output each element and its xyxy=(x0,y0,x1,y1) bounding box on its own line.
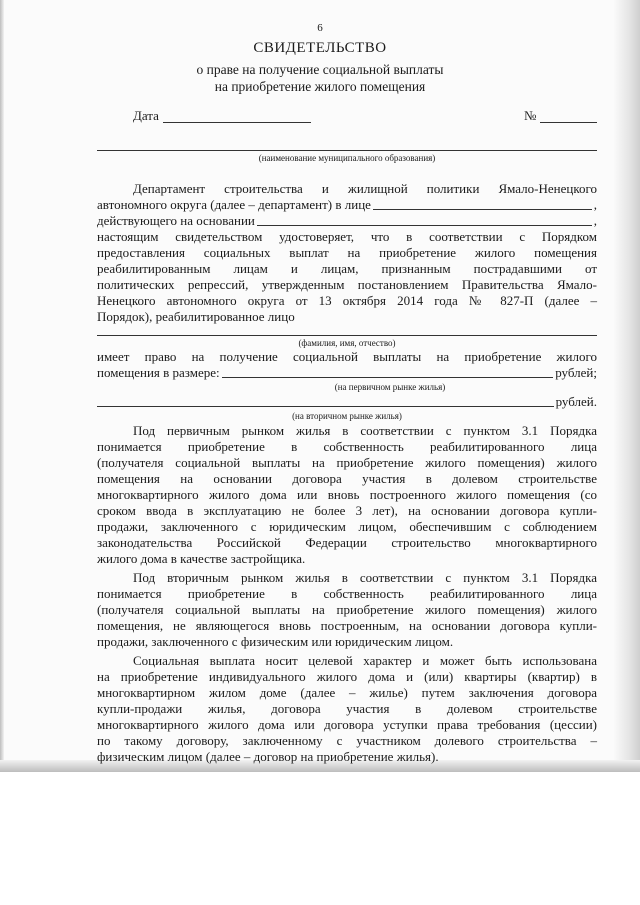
para4-line: на приобретение индивидуального жилого дома и (или) квартиры (квартир) в xyxy=(97,669,597,684)
comma: , xyxy=(593,197,597,212)
para1-line: Департамент строительства и жилищной политики Ямало-Ненецкого xyxy=(133,181,597,196)
document-title: СВИДЕТЕЛЬСТВО xyxy=(253,40,387,56)
para2-line: сроком ввода в эксплуатацию не более 3 лет), на основании договора купли- xyxy=(97,503,597,518)
para2-line: Под первичным рынком жилья в соответствии с пунктом 3.1 Порядка xyxy=(133,423,597,438)
para4-line: многоквартирного жилого дома или договора уступки права требования (цессии) xyxy=(97,717,597,732)
para3-line: помещения, не являющегося вновь построенным, на основании договора купли- xyxy=(97,618,597,633)
primary-caption: (на первичном рынке жилья) xyxy=(334,382,446,392)
para2-line: (получателя социальной выплаты на приобретение жилого помещения) жилого xyxy=(97,455,597,470)
amount-primary-field xyxy=(222,377,554,378)
para3-line: (получателя социальной выплаты на приобретение жилого помещения) жилого xyxy=(97,602,597,617)
para1-line-2-text: автономного округа (далее – департамент) в лице xyxy=(97,197,371,212)
para2-line: помещения на основании договора участия в долевом строительстве xyxy=(97,471,597,486)
amount-secondary-row xyxy=(97,394,597,410)
municipality-field xyxy=(97,150,597,151)
rubles-label: рублей; xyxy=(555,365,597,380)
para1-line: настоящим свидетельством удостоверяет, что в соответствии с Порядком xyxy=(97,229,597,244)
date-field xyxy=(163,122,311,123)
fio-field xyxy=(97,335,597,336)
para1-line: политических репрессий, утвержденным постановлением Правительства Ямало- xyxy=(97,277,597,292)
para1-line: Порядок), реабилитированное лицо xyxy=(97,309,295,324)
para2-line: многоквартирного жилого дома или вновь построенного жилого помещения (со xyxy=(97,487,597,502)
subtitle-line-2: на приобретение жилого помещения xyxy=(214,79,426,94)
para1-line-3-text: действующего на основании xyxy=(97,213,255,228)
para2-line: понимается приобретение в собственность реабилитированного лица xyxy=(97,439,597,454)
amount-label: помещения в размере: xyxy=(97,365,220,380)
para3-line: продажи, заключенного с физическим или юридическим лицом. xyxy=(97,634,454,649)
rubles-label: рублей. xyxy=(555,394,597,409)
subtitle-line-1: о праве на получение социальной выплаты xyxy=(196,62,444,77)
para4-line: по такому договору, заключенному с участником долевого строительства – xyxy=(97,733,597,748)
basis-field xyxy=(257,225,592,226)
para1-fill-row-1 xyxy=(97,197,597,213)
fio-caption: (фамилия, имя, отчество) xyxy=(298,338,396,348)
para4-line: многоквартирном жилом доме (далее – жилье) путем заключения договора xyxy=(97,685,597,700)
para4-line: физическим лицом (далее – договор на приобретение жилья). xyxy=(97,749,439,764)
scan-shadow-right xyxy=(614,0,640,770)
para4-line: купли-продажи жилья, договора участия в долевом строительстве xyxy=(97,701,597,716)
amount-primary-row xyxy=(97,365,597,381)
para4-line: Социальная выплата носит целевой характер и может быть использована xyxy=(133,653,597,668)
right-line: имеет право на получение социальной выплаты на приобретение жилого xyxy=(97,349,597,364)
date-label: Дата xyxy=(133,108,159,123)
para2-line: жилого дома в качестве застройщика. xyxy=(97,551,306,566)
para1-line: предоставления социальных выплат на приобретение жилого помещения xyxy=(97,245,597,260)
municipality-caption: (наименование муниципального образования) xyxy=(258,153,436,163)
comma: , xyxy=(593,213,597,228)
para3-line: Под вторичным рынком жилья в соответствии с пунктом 3.1 Порядка xyxy=(133,570,597,585)
para3-line: понимается приобретение в собственность реабилитированного лица xyxy=(97,586,597,601)
page-number: 6 xyxy=(317,22,323,34)
representative-field xyxy=(373,209,592,210)
number-field xyxy=(540,122,597,123)
scan-shadow-left xyxy=(0,0,4,770)
para1-fill-row-2 xyxy=(97,213,597,229)
secondary-caption: (на вторичном рынке жилья) xyxy=(292,411,402,421)
number-label: № xyxy=(524,108,537,123)
para2-line: законодательства Российской Федерации строительство многоквартирного xyxy=(97,535,597,550)
para1-line: Ненецкого автономного округа от 13 октября 2014 года № 827-П (далее – xyxy=(97,293,597,308)
para1-line: реабилитированным лицам и лицам, признанным пострадавшими от xyxy=(97,261,597,276)
para2-line: продажи, заключенного с юридическим лицом, обеспечившим с соблюдением xyxy=(97,519,597,534)
amount-secondary-field xyxy=(97,406,554,407)
